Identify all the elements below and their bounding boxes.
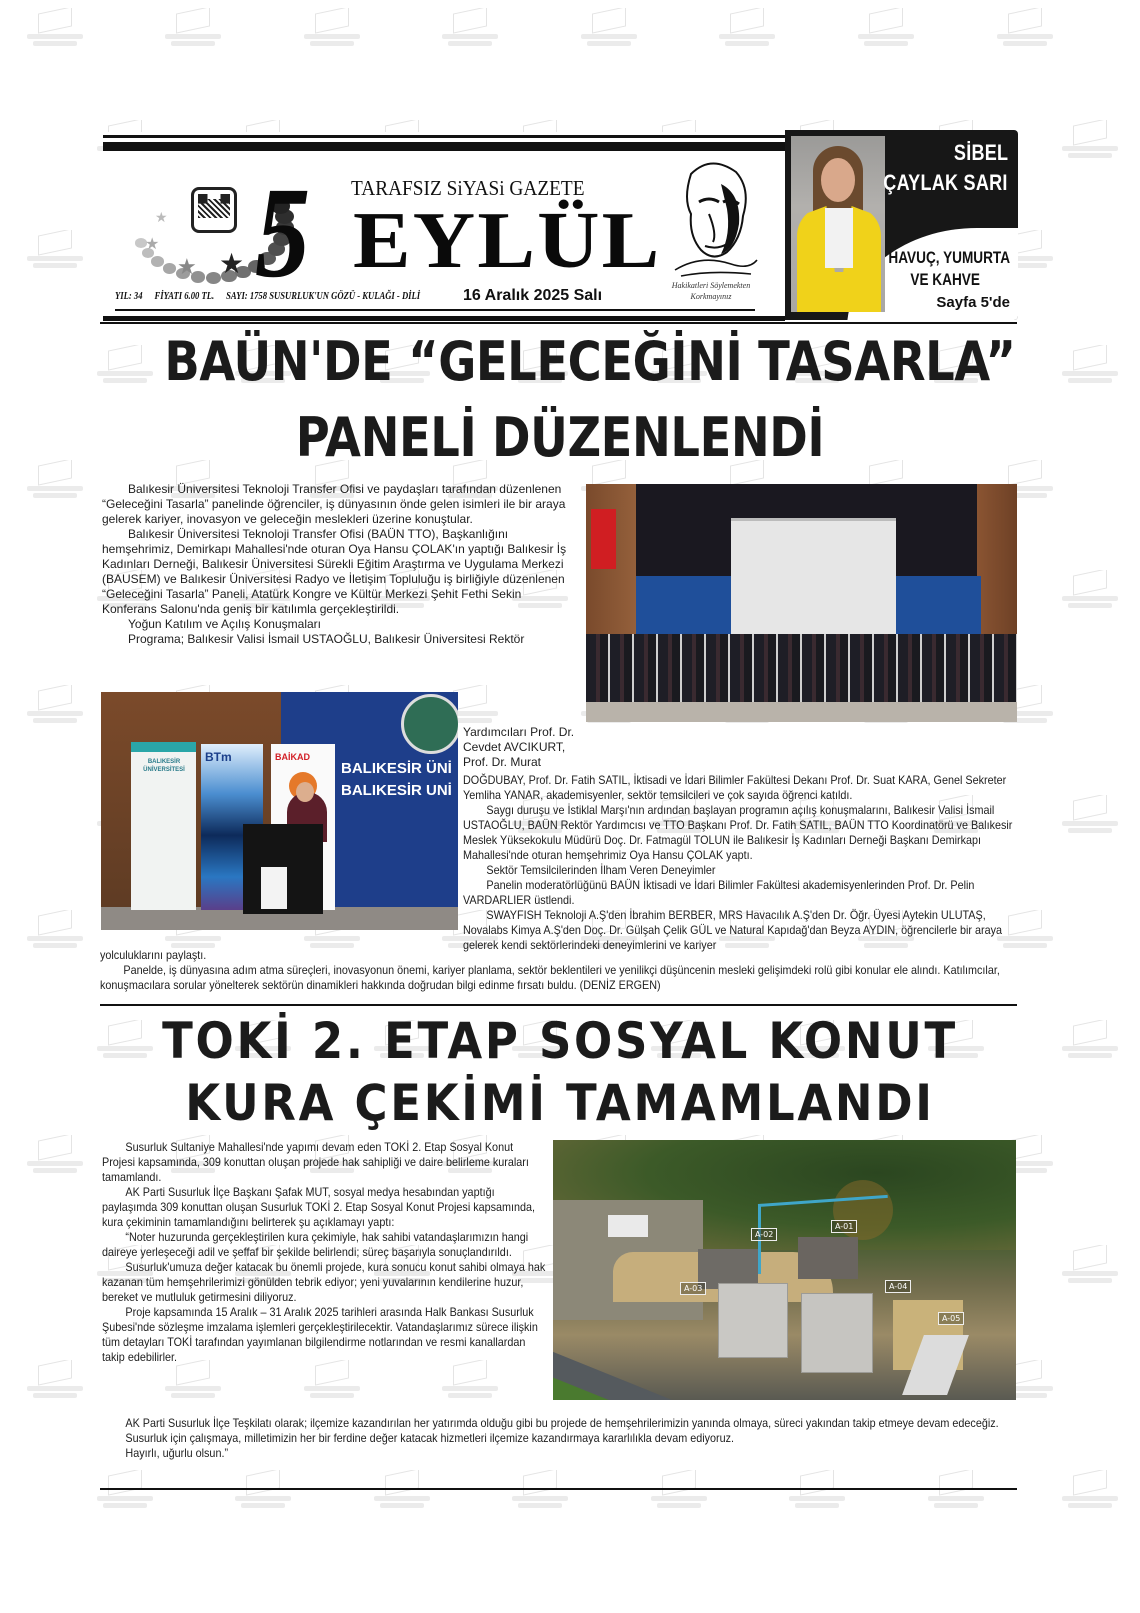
article2-paragraph: Proje kapsamında 15 Aralık – 31 Aralık 2025 tarihleri arasında Halk Bankası Susurluk Şubesi'nde sözleşme imzalama işlemleri gerçekleştirilecektir. Vatandaşlarımız sürece ilişkin tüm detayları TOKİ tarafından yayımlanan bilgilendirme notlarından ve resmi kanallardan takip edebilirler. — [102, 1305, 538, 1364]
article2-headline — [100, 1010, 1020, 1134]
article1-body-right — [463, 773, 1019, 953]
column-title-line2: VE KAHVE — [910, 270, 980, 289]
building-label: A-05 — [938, 1312, 964, 1325]
article1-paragraph: DOĞDUBAY, Prof. Dr. Fatih SATIL, İktisadi ve İdari Bilimler Fakültesi Dekanı Prof. Dr. Suat KARA, Genel Sekreter Yemliha YANAR, akademisyenler, sektör temsilcileri ve çok sayıda öğrenci katıldı. — [463, 773, 1007, 802]
masthead-tagline: TARAFSIZ SiYASi GAZETE — [351, 176, 585, 200]
article1-headline — [100, 328, 1020, 474]
logo-number: 5 — [255, 161, 311, 305]
masthead-bottom-rule — [103, 316, 785, 321]
star-icon: ★ — [219, 248, 245, 279]
logo-word: EYLÜL — [353, 197, 662, 285]
article1-paragraph: Panelde, iş dünyasına adım atma süreçleri, inovasyonun önemi, kariyer planlama, sektör beklentileri ve yenilikçi düşüncenin mesleki gelişimdeki rolü gibi konular ele alındı. Katılımcılar, konuşmacılara sorular yönelterek sektörün dinamikleri hakkında doğrudan bilgi edinme fırsatı buldu. (DENİZ ERGEN) — [100, 963, 1000, 992]
section-rule — [100, 1488, 1017, 1490]
issue-price: FİYATI 6.00 TL. — [154, 291, 215, 302]
article1-paragraph: yolculuklarını paylaştı. — [100, 948, 207, 962]
columnist-name-line2: ÇAYLAK SARI — [883, 170, 1008, 195]
masthead-top-rule — [103, 135, 785, 138]
photo-stage-line2: BALIKESİR UNİ — [341, 782, 452, 799]
issue-year: YIL: 34 — [115, 291, 143, 302]
article1-group-photo — [586, 484, 1017, 722]
building-label: A-02 — [751, 1228, 777, 1241]
article1-subheading: Sektör Temsilcilerinden İlham Veren Deneyimler — [486, 863, 716, 877]
article1-paragraph: Panelin moderatörlüğünü BAÜN İktisadi ve İdari Bilimler Fakültesi akademisyenlerinden Prof. Dr. Pelin VARDARLIER üstlendi. — [463, 878, 975, 907]
article1-paragraph: Saygı duruşu ve İstiklal Marşı'nın ardından başlayan programın açılış konuşmalarını, Balıkesir Valisi İsmail USTAOĞLU, BAÜN Rektör Yardımcısı ve TTO Başkanı Prof. Dr. Fatih SATIL, BAÜN TTO Koordinatörü ve Balıkesir Meslek Yüksekokulu Müdürü Doç. Dr. Fatmagül TOLUN ile Balıkesir İş Kadınları Derneği Başkanı Demirkapı Mahallesi'nde oturan hemşehrimiz Oya Hansu ÇOLAK yaptı. — [463, 803, 1013, 862]
star-icon: ★ — [145, 236, 160, 253]
banner-label: BTm — [205, 750, 232, 764]
article1-narrow-column — [463, 725, 581, 770]
crescent-dot — [151, 256, 164, 266]
building-label: A-03 — [680, 1282, 706, 1295]
photo-stage-line1: BALIKESİR ÜNİ — [341, 760, 452, 777]
article1-paragraph: Balıkesir Üniversitesi Teknoloji Transfer Ofisi (BAÜN TTO), Başkanlığını hemşehrimiz, Demirkapı Mahallesi'nde oturan Oya Hansu ÇOLAK'ın yaptığı Balıkesir İş Kadınları Derneği, Balıkesir Üniversitesi Sürekli Eğitim Araştırma ve Uygulama Merkezi (BAUSEM) ve Balıkesir Üniversitesi Radyo ve İletişim Topluluğu iş birliğiyle düzenlenen “Geleceğini Tasarla” Paneli, Atatürk Kongre ve Kültür Merkezi Şehit Fethi Sekin Konferans Salonu'nda geniş bir katılımla gerçekleştirildi. — [102, 527, 567, 616]
article2-paragraph: Susurluk Sultaniye Mahallesi'nde yapımı devam eden TOKİ 2. Etap Sosyal Konut Projesi kapsamında, 309 konuttan oluşan projede hak sahipliği ve daire belirleme kuraları tamamlandı. — [102, 1140, 529, 1184]
star-icon: ★ — [155, 209, 168, 225]
column-title-line1: HAVUÇ, YUMURTA — [888, 248, 1010, 267]
qr-code-icon — [191, 187, 237, 233]
masthead-thick-rule — [103, 142, 785, 151]
masthead-meta-rule — [115, 309, 755, 311]
article1-body-bottom — [100, 948, 1020, 993]
ataturk-portrait — [661, 154, 761, 278]
banner-label: BAİKAD — [275, 752, 310, 762]
article2-headline-line2: KURA ÇEKİMİ TAMAMLANDI — [185, 1074, 935, 1132]
section-rule — [100, 1004, 1017, 1006]
article1-headline-line2: PANELİ DÜZENLENDİ — [295, 406, 825, 469]
building-label: A-04 — [885, 1280, 911, 1293]
article1-headline-line1: BAÜN'DE “GELECEĞİNİ TASARLA” — [164, 330, 1016, 393]
article1-paragraph: Yardımcıları Prof. Dr. Cevdet AVCIKURT, Prof. Dr. Murat — [463, 725, 575, 769]
article2-paragraph: AK Parti Susurluk İlçe Başkanı Şafak MUT, sosyal medya hesabından yaptığı paylaşımda 309 konuttan oluşan Susurluk TOKİ 2. Etap Sosyal Konut Projesi kapsamında, kura çekiminin tamamlandığını belirterek şu açıklamayı yaptı: — [102, 1185, 536, 1229]
masthead — [103, 132, 785, 324]
columnist-photo — [791, 136, 885, 312]
article1-speaker-photo — [101, 692, 458, 930]
portrait-caption — [651, 280, 771, 302]
article1-paragraph: Programa; Balıkesir Valisi İsmail USTAOĞLU, Balıkesir Üniversitesi Rektör — [128, 632, 525, 646]
article2-paragraph: AK Parti Susurluk İlçe Teşkilatı olarak; ilçemize kazandırılan her yatırımda olduğu gibi bu projede de hemşehrilerimizin yanında olmaya, süreci yakından takip etmeye devam edeceğiz. — [125, 1416, 999, 1430]
article2-paragraph: Hayırlı, uğurlu olsun.” — [125, 1446, 229, 1460]
article2-paragraph: Susurluk'umuza değer katacak bu önemli projede, kura sonucu konut sahibi olmaya hak kazanan tüm hemşehrilerimizi gönülden tebrik ediyor; yeni yuvalarının kendilerine huzur, bereket ve mutluluk getirmesini diliyoruz. — [102, 1260, 546, 1304]
article1-paragraph: Balıkesir Üniversitesi Teknoloji Transfer Ofisi ve paydaşları tarafından düzenlenen “Geleceğini Tasarla” panelinde öğrenciler, iş dünyasının önde gelen isimleri ile bir araya gelerek kariyer, inovasyon ve geleceğin meslekleri üzerine konuştular. — [102, 482, 566, 526]
article1-body-top — [102, 482, 576, 647]
article2-headline-line1: TOKİ 2. ETAP SOSYAL KONUT — [162, 1012, 958, 1070]
portrait-caption-line1: Hakikatleri Söylemekten — [671, 281, 751, 290]
columnist-teaser[interactable] — [785, 130, 1018, 320]
article2-paragraph: Susurluk için çalışmaya, milletimizin her bir ferdine değer katacak hizmetleri ilçemize kazandırmaya kararlılıkla devam ediyoruz. — [125, 1431, 735, 1445]
issue-number: SAYI: 1758 SUSURLUK'UN GÖZÜ - KULAĞI - DİLİ — [226, 291, 421, 302]
article1-subheading: Yoğun Katılım ve Açılış Konuşmaları — [128, 617, 321, 631]
section-rule — [100, 322, 1017, 324]
photo-stage-text — [341, 758, 452, 802]
article2-aerial-photo — [553, 1140, 1016, 1400]
article1-paragraph: SWAYFISH Teknoloji A.Ş'den İbrahim BERBER, MRS Havacılık A.Ş'den Dr. Öğr. Üyesi Aytekin ULUTAŞ, Novalabs Kimya A.Ş'den Doç. Dr. Gülşah Çelik GÜL ve Natural Kapıdağ'dan Beyza AYDIN, öğrencilerle bir araya gelerek kendi sektörlerindeki deneyimlerini ve kariyer — [463, 908, 1002, 952]
issue-meta — [115, 290, 430, 304]
portrait-caption-line2: Korkmayınız — [690, 292, 732, 301]
banner-label: BALIKESİR ÜNİVERSİTESİ — [143, 759, 185, 773]
star-icon: ★ — [177, 254, 197, 279]
article2-paragraph: “Noter huzurunda gerçekleştirilen kura çekimiyle, hak sahibi vatandaşlarımızın hangi daireye yerleşeceği adil ve şeffaf bir şekilde belirlendi; süreç başarıyla sonuçlandırıldı. — [102, 1230, 529, 1259]
crescent-dot — [163, 263, 177, 274]
issue-date: 16 Aralık 2025 Salı — [463, 287, 603, 304]
columnist-name-line1: SİBEL — [953, 140, 1008, 165]
article2-body-left — [102, 1140, 547, 1365]
building-label: A-01 — [831, 1220, 857, 1233]
column-page-ref: Sayfa 5'de — [936, 294, 1010, 311]
article2-body-full — [102, 1416, 1020, 1461]
